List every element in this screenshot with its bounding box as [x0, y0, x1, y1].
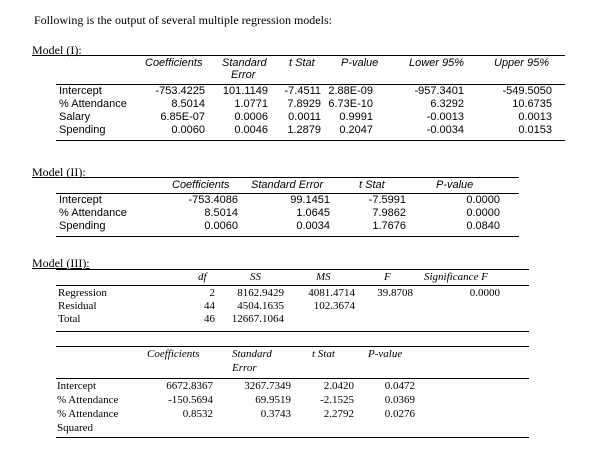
m2-row-label: % Attendance	[59, 207, 127, 219]
rule	[56, 285, 529, 286]
m1-header-upper95: Upper 95%	[494, 57, 550, 69]
m3-header-error: Error	[232, 362, 257, 374]
m2-cell: -7.5991	[368, 194, 406, 206]
m2-cell: 0.0034	[296, 220, 330, 232]
m3-anova-cell: 44	[204, 300, 215, 312]
model1-label: Model (I):	[32, 43, 82, 57]
m3-anova-header-df: df	[198, 271, 207, 283]
m3-cell: 0.0472	[384, 380, 415, 392]
m2-cell: 99.1451	[290, 194, 330, 206]
m1-cell: -7.4511	[284, 85, 321, 97]
m3-anova-cell: 39.8708	[377, 287, 413, 299]
m1-cell: 1.0771	[234, 98, 268, 110]
m3-cell: 0.0276	[384, 408, 415, 420]
m3-cell: 0.8532	[182, 408, 213, 420]
m2-header-tstat: t Stat	[359, 179, 385, 191]
m2-cell: 7.9862	[372, 207, 406, 219]
m2-cell: 0.0840	[466, 220, 500, 232]
rule	[56, 236, 519, 237]
model2-label: Model (II):	[32, 165, 86, 179]
m3-header-coefficients: Coefficients	[147, 348, 200, 360]
m1-cell: 10.6735	[512, 98, 552, 110]
m3-anova-header-ms: MS	[316, 271, 331, 283]
m1-header-pvalue: P-value	[341, 57, 379, 69]
m3-anova-cell: 4504.1635	[237, 300, 284, 312]
m1-cell: 7.8929	[287, 98, 321, 110]
m3-anova-cell: 12667.1064	[231, 313, 284, 325]
m1-cell: -0.0034	[426, 124, 464, 136]
m3-header-tstat: t Stat	[312, 348, 335, 360]
m3-cell: -150.5694	[168, 394, 213, 406]
m1-cell: 101.1149	[222, 85, 268, 97]
m3-cell: 69.9519	[255, 394, 291, 406]
m1-cell: 0.0046	[234, 124, 268, 136]
rule	[56, 378, 529, 379]
m1-cell: 1.2879	[287, 124, 321, 136]
m3-anova-row-label: Residual	[58, 300, 97, 312]
rule	[56, 55, 565, 56]
m2-cell: 0.0000	[466, 194, 500, 206]
m3-row-label: Intercept	[57, 380, 97, 392]
m1-header-tstat: t Stat	[289, 57, 315, 69]
m1-cell: -0.0013	[426, 111, 464, 123]
m1-header-coefficients: Coefficients	[145, 57, 203, 69]
m1-header-standard: Standard	[222, 57, 267, 69]
m1-cell: 0.0060	[171, 124, 205, 136]
m1-cell: 0.0011	[288, 111, 321, 123]
m1-row-label: % Attendance	[59, 98, 127, 110]
m1-cell: 0.9991	[339, 111, 373, 123]
m2-cell: 0.0060	[204, 220, 238, 232]
m3-row-label: % Attendance	[57, 408, 119, 420]
m2-row-label: Intercept	[59, 194, 102, 206]
m1-cell: 2.88E-09	[328, 85, 373, 97]
m1-header-error: Error	[231, 69, 256, 81]
m1-header-lower95: Lower 95%	[409, 57, 465, 69]
m2-header-coefficients: Coefficients	[172, 179, 230, 191]
m3-anova-header-f: F	[384, 271, 391, 283]
m3-cell: 6672.8367	[166, 380, 213, 392]
m2-cell: 1.7676	[372, 220, 406, 232]
rule	[56, 346, 529, 347]
m3-cell: 0.0369	[384, 394, 415, 406]
m3-anova-cell: 0.0000	[469, 287, 500, 299]
m2-cell: -753.4086	[188, 194, 238, 206]
m3-cell: 3267.7349	[244, 380, 291, 392]
m1-cell: -549.5050	[502, 85, 552, 97]
m3-row-label-continued: Squared	[57, 422, 94, 434]
rule	[56, 140, 565, 141]
m1-cell: 0.0006	[234, 111, 268, 123]
m1-row-label: Intercept	[59, 85, 102, 97]
m1-cell: 0.2047	[339, 124, 373, 136]
m1-row-label: Salary	[59, 111, 91, 123]
m3-cell: 0.3743	[260, 408, 291, 420]
m3-anova-cell: 2	[209, 287, 215, 299]
m2-cell: 1.0645	[296, 207, 330, 219]
intro-text: Following is the output of several multiple regression models:	[34, 13, 332, 27]
m3-anova-cell: 4081.4714	[308, 287, 355, 299]
m3-header-standard: Standard	[232, 348, 272, 360]
rule	[56, 437, 529, 438]
m1-cell: 8.5014	[171, 98, 205, 110]
m3-anova-row-label: Total	[58, 313, 81, 325]
m2-header-standard-error: Standard Error	[251, 179, 324, 191]
m1-cell: 0.0153	[518, 124, 552, 136]
m3-anova-cell: 8162.9429	[237, 287, 284, 299]
m1-row-label: Spending	[59, 124, 106, 136]
m1-cell: -753.4225	[155, 85, 205, 97]
m2-cell: 0.0000	[466, 207, 500, 219]
m3-anova-row-label: Regression	[58, 287, 107, 299]
m3-cell: -2.1525	[320, 394, 354, 406]
m1-cell: 0.0013	[518, 111, 552, 123]
m1-cell: 6.73E-10	[328, 98, 373, 110]
m3-anova-cell: 46	[204, 313, 215, 325]
m2-row-label: Spending	[59, 220, 106, 232]
m1-cell: -957.3401	[414, 85, 464, 97]
model3-label: Model (III):	[32, 256, 90, 270]
m1-cell: 6.85E-07	[160, 111, 205, 123]
m3-header-pvalue: P-value	[368, 348, 403, 360]
rule	[56, 331, 529, 332]
m2-header-pvalue: P-value	[436, 179, 474, 191]
m3-row-label: % Attendance	[57, 394, 119, 406]
m3-anova-header-significance-f: Significance F	[424, 271, 488, 283]
rule	[56, 177, 519, 178]
m2-cell: 8.5014	[204, 207, 238, 219]
rule	[56, 269, 529, 270]
m3-anova-header-ss: SS	[250, 271, 261, 283]
m3-cell: 2.0420	[323, 380, 354, 392]
m3-cell: 2.2792	[323, 408, 354, 420]
m1-cell: 6.3292	[430, 98, 464, 110]
m3-anova-cell: 102.3674	[313, 300, 355, 312]
